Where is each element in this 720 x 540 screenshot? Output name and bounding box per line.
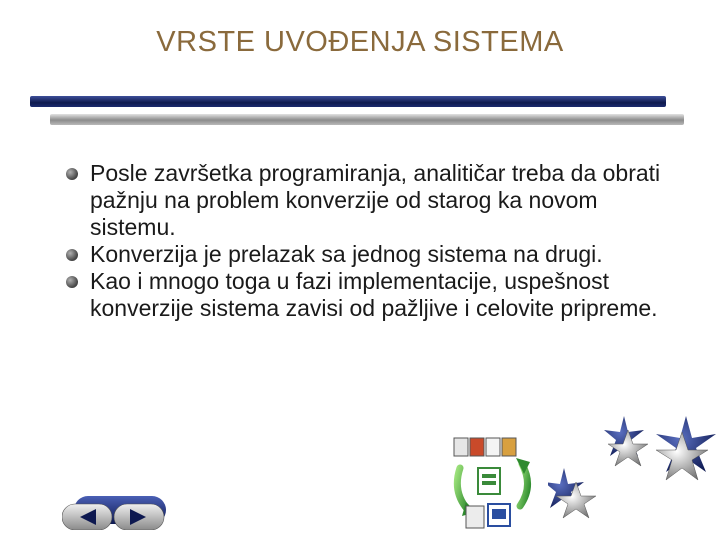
round-bullet-icon <box>66 276 78 288</box>
bullet-text: Konverzija je prelazak sa jednog sistema na drugi. <box>90 241 603 267</box>
bullet-item <box>66 268 666 322</box>
round-bullet-icon <box>66 249 78 261</box>
prev-slide-button[interactable] <box>62 504 112 530</box>
slide-navigation <box>62 496 166 530</box>
round-bullet-icon <box>66 168 78 180</box>
title-underline-shadow-bar <box>50 114 684 125</box>
next-slide-button[interactable] <box>114 504 164 530</box>
slide-title: VRSTE UVOĐENJA SISTEMA <box>156 26 564 58</box>
bullet-text: Kao i mnogo toga u fazi implementacije, uspešnost konverzije sistema zavisi od pažljive i celovite pripreme. <box>90 268 658 321</box>
bullet-text: Posle završetka programiranja, analitičar treba da obrati pažnju na problem konverzije od starog ka novom sistemu. <box>90 160 661 240</box>
title-underline-bar <box>30 96 666 107</box>
bullet-item <box>66 160 666 241</box>
conversion-cycle-icon <box>446 434 538 534</box>
bullet-list <box>66 160 666 322</box>
bullet-item <box>66 241 666 268</box>
decorative-stars <box>548 414 720 534</box>
